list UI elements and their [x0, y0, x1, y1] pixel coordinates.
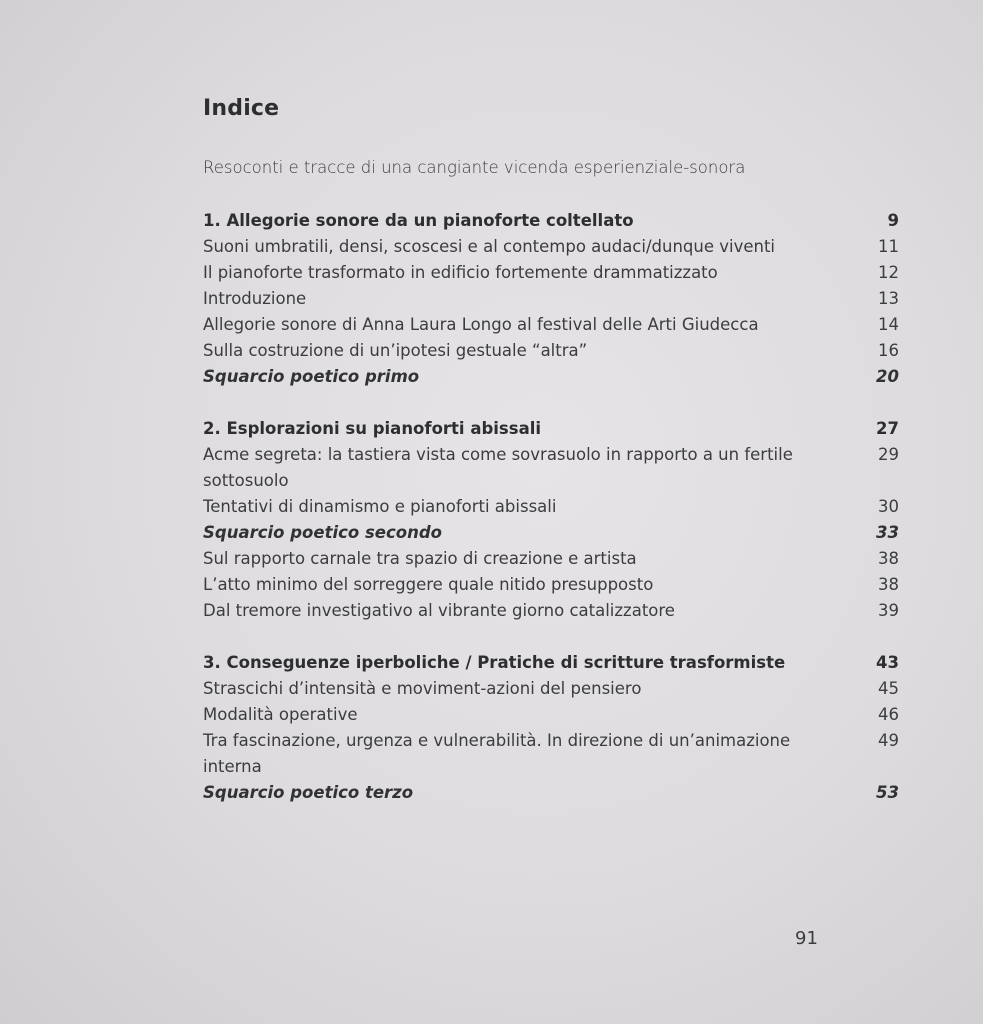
toc-entry-label: Il pianoforte trasformato in edificio fortemente drammatizzato — [203, 263, 718, 282]
toc-section-3 — [203, 650, 899, 806]
toc-page-number: 27 — [876, 419, 899, 438]
toc-entry-label: Squarcio poetico primo — [203, 367, 420, 386]
page-number: 91 — [795, 928, 818, 949]
toc-page-number: 38 — [878, 575, 899, 594]
toc-page-number: 12 — [878, 263, 899, 282]
toc-entry — [203, 728, 899, 780]
page-title: Indice — [203, 96, 280, 121]
toc-heading — [203, 416, 899, 442]
toc-page-number: 43 — [876, 653, 899, 672]
toc-entry-label: Sul rapporto carnale tra spazio di creazione e artista — [203, 549, 637, 568]
toc-entry — [203, 338, 899, 364]
toc-entry-label: Sulla costruzione di un’ipotesi gestuale “altra” — [203, 341, 588, 360]
toc-page-number: 20 — [876, 367, 899, 386]
toc-page-number: 38 — [878, 549, 899, 568]
toc-page-number: 11 — [878, 237, 899, 256]
toc-entry — [203, 234, 899, 260]
toc-entry — [203, 676, 899, 702]
toc-heading-label: 1. Allegorie sonore da un pianoforte coltellato — [203, 211, 634, 230]
intro-line: Resoconti e tracce di una cangiante vicenda esperienziale-sonora — [203, 158, 746, 177]
toc-page-number: 13 — [878, 289, 899, 308]
toc-entry — [203, 572, 899, 598]
toc-entry — [203, 494, 899, 520]
toc-page-number: 29 — [878, 445, 899, 464]
toc-page-number: 45 — [878, 679, 899, 698]
toc-entry-label: Squarcio poetico secondo — [203, 523, 442, 542]
toc-entry-label: Allegorie sonore di Anna Laura Longo al festival delle Arti Giudecca — [203, 315, 759, 334]
toc-entry-label: Acme segreta: la tastiera vista come sovrasuolo in rapporto a un fertile sottosuolo — [203, 445, 793, 490]
table-of-contents — [203, 208, 899, 832]
toc-entry-label: Strascichi d’intensità e moviment-azioni del pensiero — [203, 679, 642, 698]
toc-entry-label: Dal tremore investigativo al vibrante giorno catalizzatore — [203, 601, 675, 620]
toc-page-number: 53 — [876, 783, 899, 802]
toc-page-number: 39 — [878, 601, 899, 620]
toc-page-number: 30 — [878, 497, 899, 516]
toc-entry — [203, 286, 899, 312]
toc-entry-label: Squarcio poetico terzo — [203, 783, 414, 802]
toc-heading-label: 2. Esplorazioni su pianoforti abissali — [203, 419, 542, 438]
toc-page-number: 33 — [876, 523, 899, 542]
toc-entry — [203, 702, 899, 728]
toc-entry-label: Introduzione — [203, 289, 307, 308]
toc-section-1 — [203, 208, 899, 390]
toc-entry-label: Tra fascinazione, urgenza e vulnerabilità. In direzione di un’animazione interna — [203, 731, 791, 776]
toc-entry — [203, 260, 899, 286]
toc-page-number: 49 — [878, 731, 899, 750]
toc-page-number: 9 — [887, 211, 899, 230]
toc-entry-label: Modalità operative — [203, 705, 358, 724]
toc-heading-label: 3. Conseguenze iperboliche / Pratiche di scritture trasformiste — [203, 653, 786, 672]
toc-heading — [203, 208, 899, 234]
toc-entry — [203, 546, 899, 572]
toc-entry-poetic — [203, 364, 899, 390]
toc-entry — [203, 598, 899, 624]
toc-entry-poetic — [203, 780, 899, 806]
toc-section-2 — [203, 416, 899, 624]
toc-entry — [203, 312, 899, 338]
toc-entry-poetic — [203, 520, 899, 546]
toc-entry — [203, 442, 899, 494]
toc-heading — [203, 650, 899, 676]
toc-entry-label: L’atto minimo del sorreggere quale nitido presupposto — [203, 575, 654, 594]
toc-entry-label: Suoni umbratili, densi, scoscesi e al contempo audaci/dunque viventi — [203, 237, 776, 256]
toc-page-number: 14 — [878, 315, 899, 334]
toc-page-number: 46 — [878, 705, 899, 724]
toc-page-number: 16 — [878, 341, 899, 360]
toc-entry-label: Tentativi di dinamismo e pianoforti abissali — [203, 497, 557, 516]
